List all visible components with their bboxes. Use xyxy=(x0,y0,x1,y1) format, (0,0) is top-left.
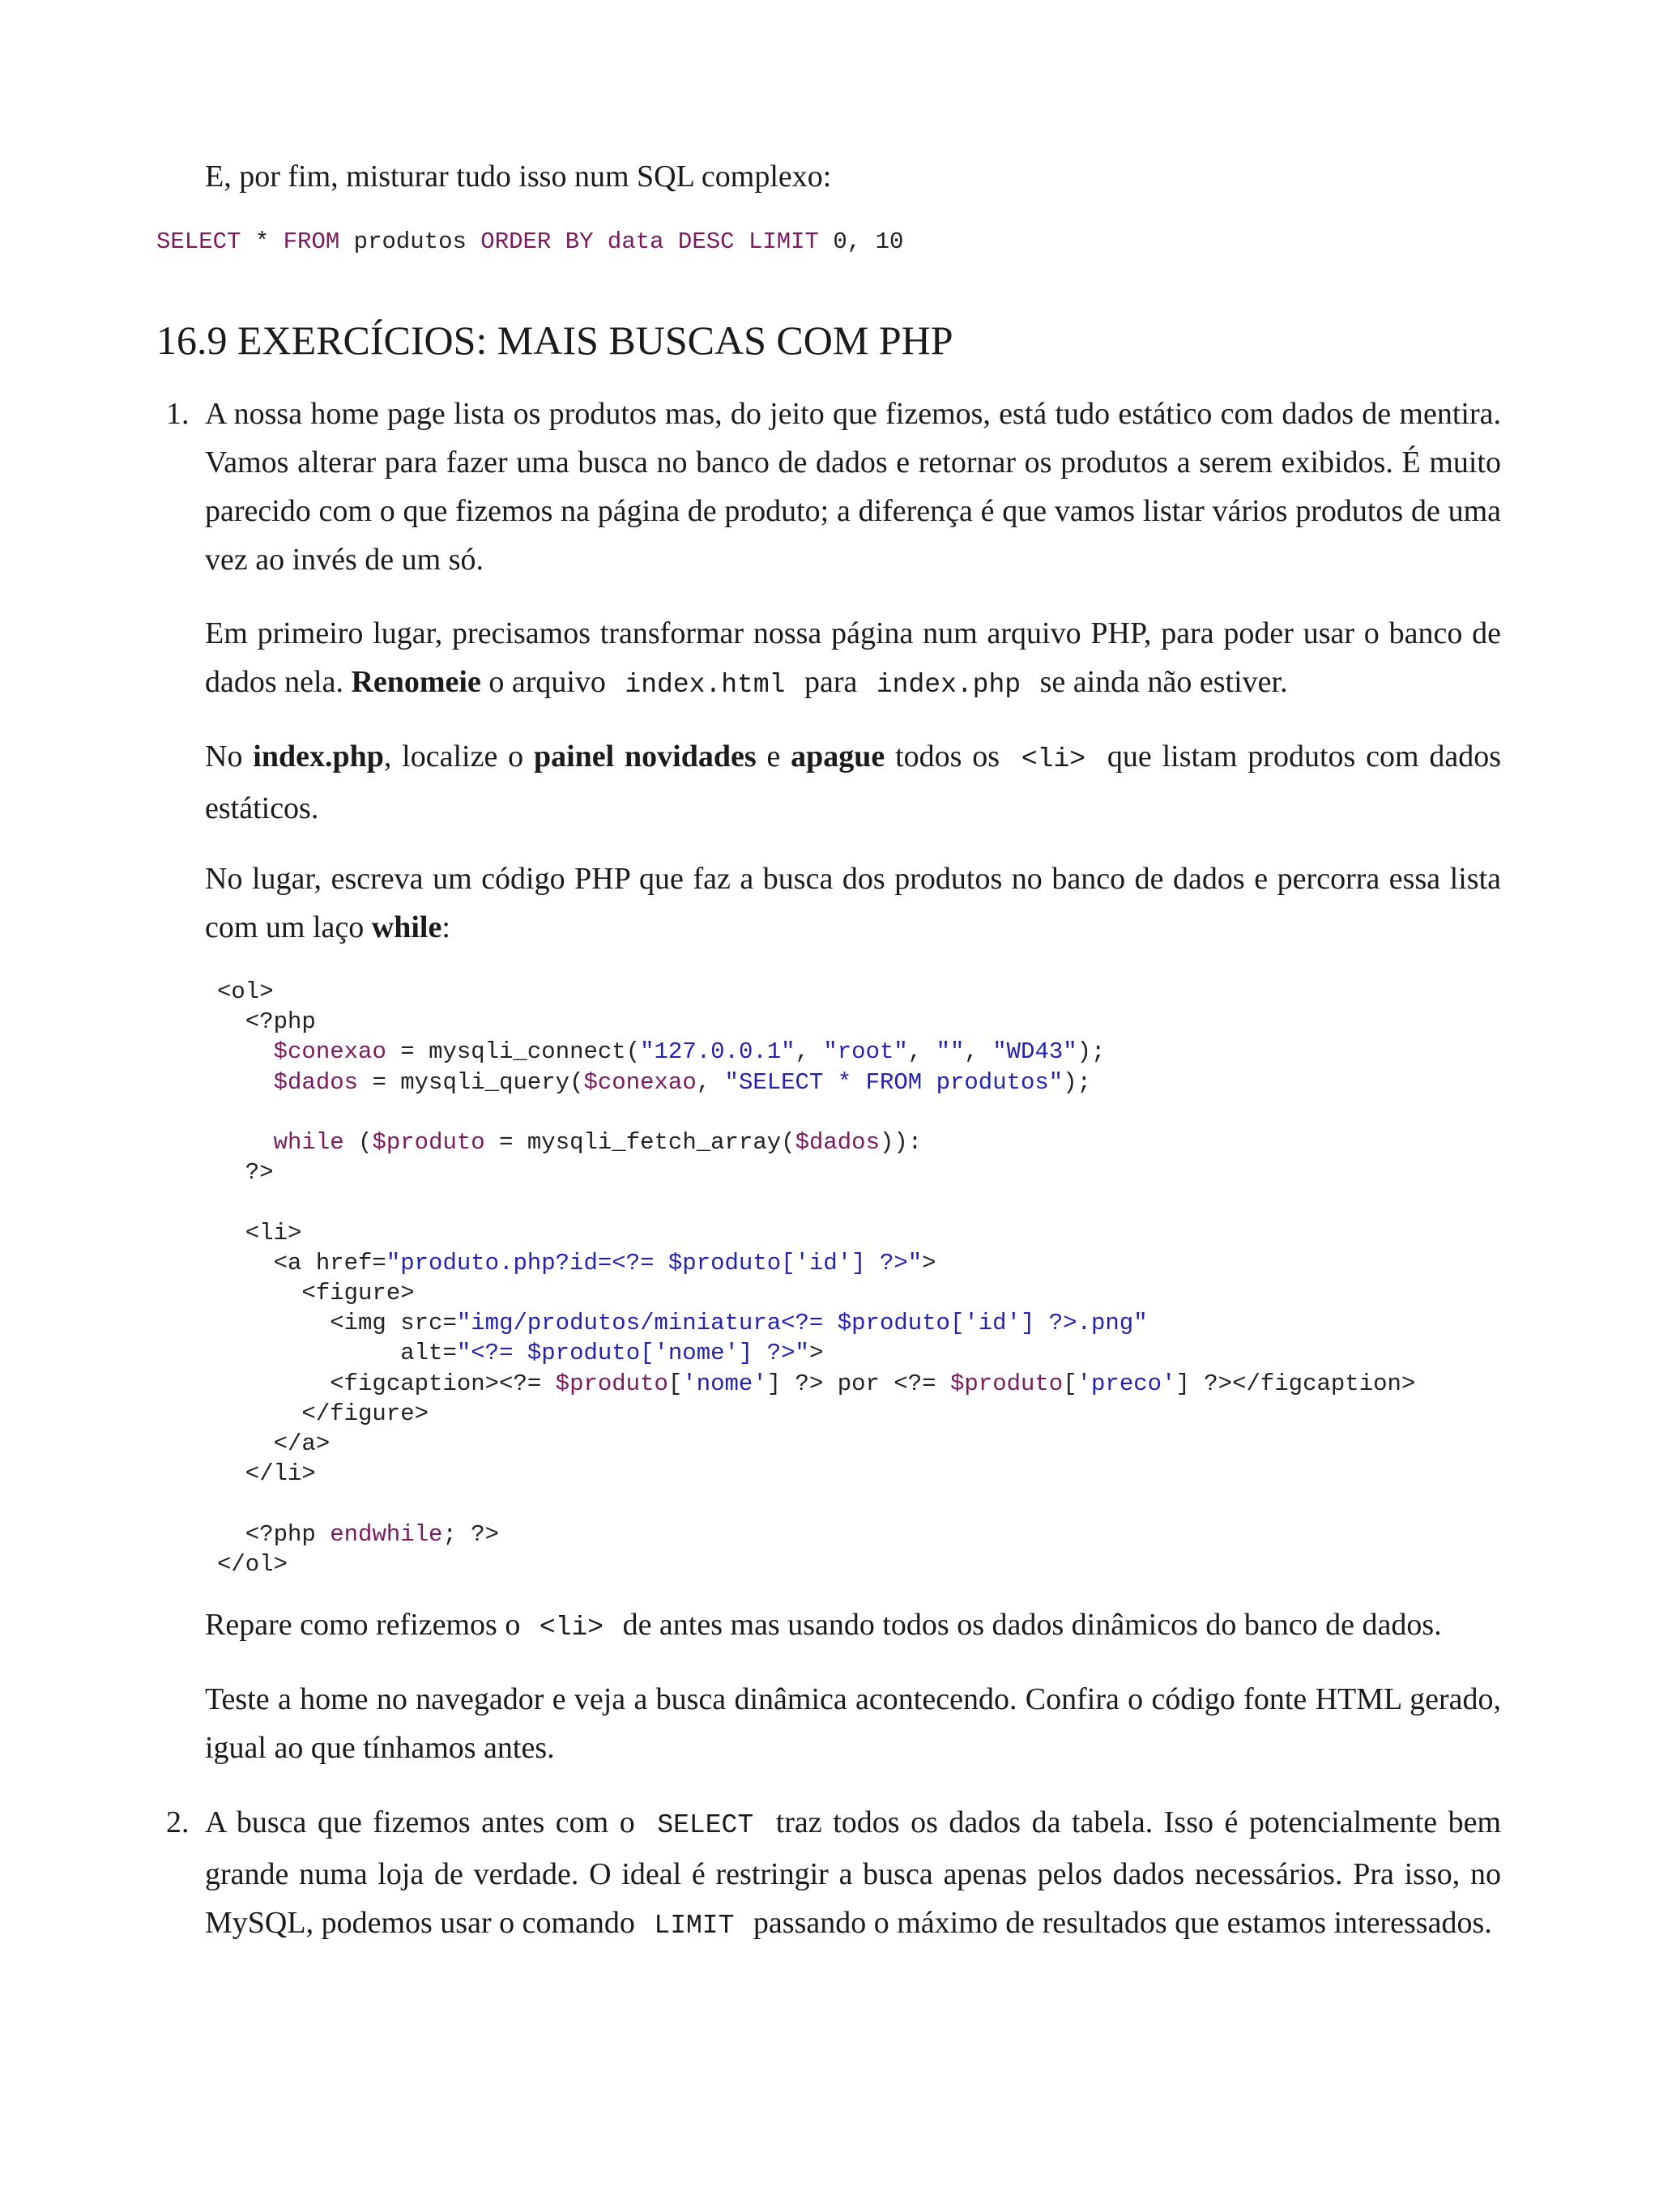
inline-code: LIMIT xyxy=(654,1911,735,1941)
text-span: que listam produtos com dados estáticos. xyxy=(205,739,1502,825)
section-heading: 16.9 EXERCÍCIOS: MAIS BUSCAS COM PHP xyxy=(156,318,953,363)
code-variable: $conexao xyxy=(583,1068,697,1096)
code-string: "SELECT * FROM produtos" xyxy=(724,1068,1064,1096)
code-text: <a href= xyxy=(217,1249,386,1276)
text-span: Repare como refizemos o xyxy=(205,1608,521,1642)
code-line: ?> xyxy=(217,1159,274,1187)
code-line: </figure> xyxy=(217,1400,429,1427)
text-span: A busca que fizemos antes com o xyxy=(205,1805,635,1839)
sql-keyword: FROM xyxy=(283,228,340,255)
code-text: alt= xyxy=(217,1340,457,1367)
code-text: <img src= xyxy=(217,1310,457,1337)
code-text: )): xyxy=(879,1129,923,1157)
code-variable: $produto xyxy=(555,1370,668,1397)
inline-code: index.html xyxy=(625,670,786,700)
item1-paragraph-3 xyxy=(205,732,1501,833)
code-text: , xyxy=(907,1038,936,1066)
text-span: Em primeiro lugar, precisamos transformar nossa página num arquivo PHP, para poder usar o banco de dados nela. xyxy=(205,616,1501,699)
bold-text: index.php xyxy=(253,739,384,774)
code-line: </li> xyxy=(217,1460,316,1488)
inline-code: <li> xyxy=(539,1613,604,1643)
code-variable: $produto xyxy=(949,1370,1064,1397)
code-line: <?php xyxy=(217,1008,316,1036)
code-text xyxy=(217,1129,274,1156)
list-number: 1. xyxy=(166,397,190,431)
code-text: [ xyxy=(1063,1370,1077,1397)
code-line: <ol> xyxy=(217,978,274,1005)
text-span: passando o máximo de resultados que estamos interessados. xyxy=(753,1906,1492,1940)
item1-paragraph-4 xyxy=(205,855,1501,952)
code-text: = mysqli_fetch_array( xyxy=(484,1129,795,1157)
code-keyword: while xyxy=(273,1129,344,1157)
code-text xyxy=(217,1069,274,1096)
text-span: de antes mas usando todos os dados dinâmicos do banco de dados. xyxy=(622,1608,1442,1642)
intro-paragraph: E, por fim, misturar tudo isso num SQL complexo: xyxy=(205,160,832,194)
code-string: "root" xyxy=(823,1038,908,1066)
code-text: ); xyxy=(1063,1068,1092,1096)
sql-keyword: ORDER BY data DESC LIMIT xyxy=(480,228,819,255)
text-span: : xyxy=(441,910,450,944)
code-string: "WD43" xyxy=(992,1038,1077,1066)
code-text: , xyxy=(964,1038,993,1066)
code-string: "produto.php?id=<?= $produto['id'] ?>" xyxy=(386,1249,923,1276)
bold-text: apague xyxy=(791,739,885,774)
code-text: = mysqli_query( xyxy=(358,1068,584,1096)
php-code-block xyxy=(217,977,1415,1579)
code-variable: $dados xyxy=(795,1129,880,1157)
code-text: ] ?> por <?= xyxy=(766,1370,950,1397)
code-line: <figure> xyxy=(217,1280,415,1307)
bold-text: painel novidades xyxy=(533,739,757,774)
code-keyword: endwhile xyxy=(330,1520,443,1548)
item2-paragraph xyxy=(205,1798,1501,1950)
sql-example xyxy=(156,228,903,257)
code-text: ; ?> xyxy=(442,1520,500,1548)
code-text: = mysqli_connect( xyxy=(386,1038,641,1066)
text-span: traz todos os dados da tabela. Isso é potencialmente bem grande numa loja de verdade. O ideal é restringir a busca apenas pelos dados necessários. Pra isso, no MySQL, podemos usar o comando xyxy=(205,1805,1502,1940)
code-text: > xyxy=(922,1249,936,1276)
code-string: "<?= $produto['nome'] ?>" xyxy=(456,1340,809,1367)
text-span: todos os xyxy=(885,739,1000,774)
list-number: 2. xyxy=(166,1805,190,1839)
code-text: <figcaption><?= xyxy=(217,1370,556,1397)
code-line: <li> xyxy=(217,1219,302,1247)
sql-text: produtos xyxy=(339,228,481,255)
sql-text: 0, 10 xyxy=(818,228,904,255)
code-string: 'nome' xyxy=(682,1370,767,1397)
code-text: , xyxy=(696,1068,725,1096)
code-string: "img/produtos/miniatura<?= $produto['id'] ?>.png" xyxy=(456,1310,1148,1337)
item1-paragraph-5 xyxy=(205,1600,1501,1652)
inline-code: SELECT xyxy=(657,1810,754,1840)
inline-code: index.php xyxy=(876,670,1021,700)
text-span: , localize o xyxy=(383,739,534,774)
code-variable: $produto xyxy=(372,1129,485,1157)
text-span: o arquivo xyxy=(480,665,606,699)
text-span: para xyxy=(804,665,858,699)
code-text: , xyxy=(795,1038,824,1066)
bold-text: while xyxy=(371,910,442,944)
code-string: "" xyxy=(936,1038,965,1066)
code-line: </a> xyxy=(217,1430,331,1458)
inline-code: <li> xyxy=(1021,744,1086,774)
code-string: "127.0.0.1" xyxy=(640,1038,795,1066)
code-text: <?php xyxy=(217,1520,331,1548)
text-span: se ainda não estiver. xyxy=(1039,665,1288,699)
code-variable: $dados xyxy=(273,1068,359,1096)
text-span: e xyxy=(756,739,791,774)
code-text: > xyxy=(808,1340,824,1367)
code-variable: $conexao xyxy=(273,1038,386,1066)
item1-paragraph-1: A nossa home page lista os produtos mas, do jeito que fizemos, está tudo estático com dados de mentira. Vamos alterar para fazer uma busca no banco de dados e retornar os produtos a serem exibidos. É muito parecido com o que fizemos na página de produto; a diferença é que vamos listar vários produtos de uma vez ao invés de um só. xyxy=(205,397,1501,577)
text-span: No lugar, escreva um código PHP que faz a busca dos produtos no banco de dados e percorra essa lista com um laço xyxy=(205,862,1501,944)
code-string: 'preco' xyxy=(1077,1370,1176,1397)
code-text: ] ?></figcaption> xyxy=(1175,1370,1416,1397)
code-text: ); xyxy=(1077,1038,1106,1066)
code-text: ( xyxy=(343,1129,373,1157)
code-text: [ xyxy=(667,1370,683,1397)
item1-paragraph-6: Teste a home no navegador e veja a busca dinâmica acontecendo. Confira o código fonte HTML gerado, igual ao que tínhamos antes. xyxy=(205,1682,1501,1765)
sql-text: * xyxy=(241,228,284,255)
code-line: </ol> xyxy=(217,1550,288,1578)
code-text xyxy=(217,1038,274,1065)
sql-keyword: SELECT xyxy=(156,228,241,255)
bold-text: Renomeie xyxy=(351,665,481,699)
item1-paragraph-2 xyxy=(205,609,1501,710)
text-span: No xyxy=(205,739,254,774)
